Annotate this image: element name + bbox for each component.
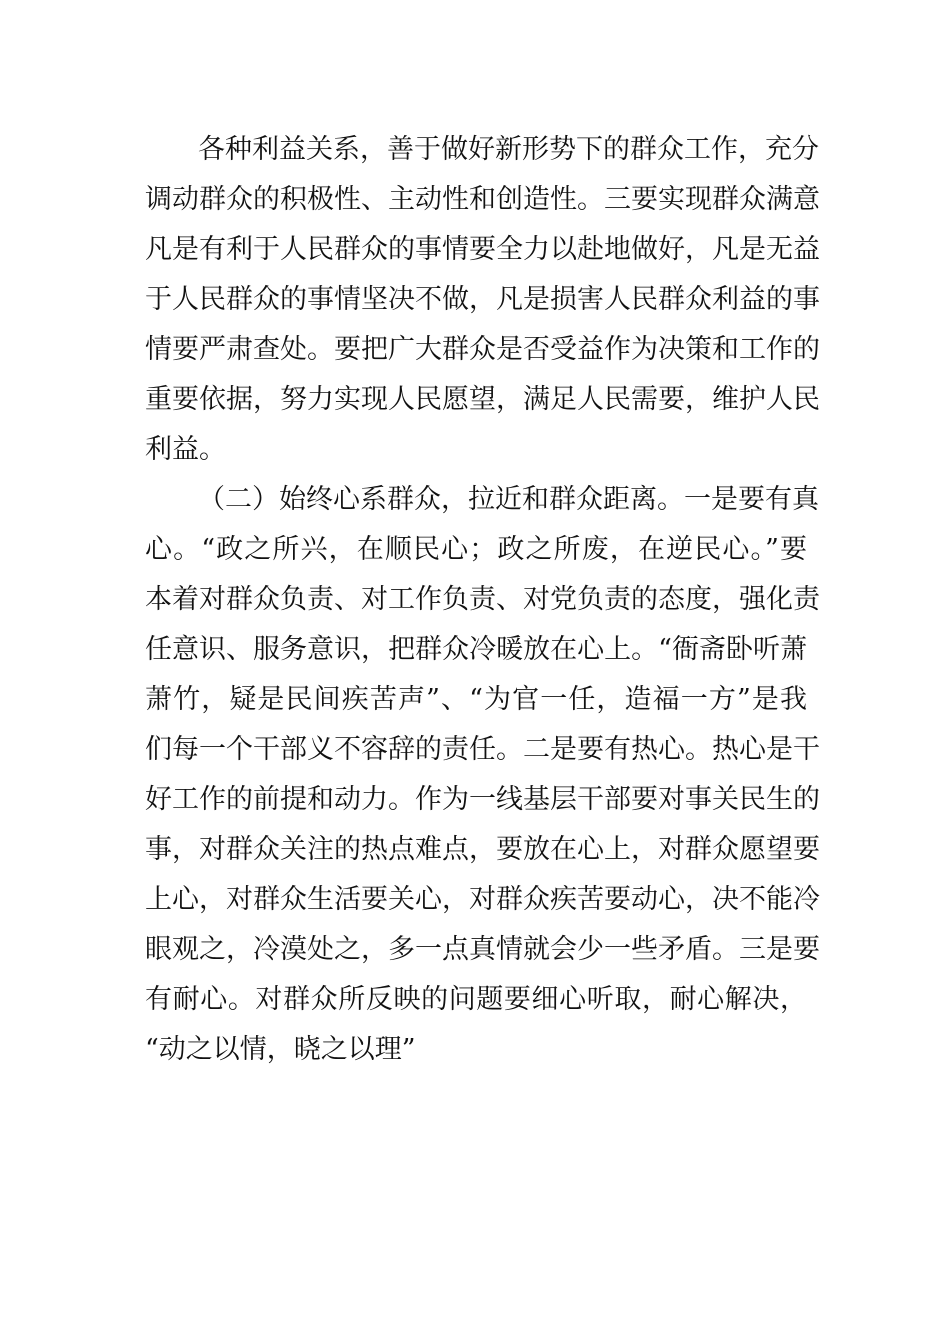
section-heading-line: （二）始终心系群众，拉近和群众距离。一是要有真	[198, 484, 819, 515]
text-line: 们每一个干部义不容辞的责任。二是要有热心。热心是干	[145, 734, 820, 765]
text-line: 于人民群众的事情坚决不做，凡是损害人民群众利益的事	[145, 284, 820, 315]
text-line: 利益。	[145, 434, 226, 465]
text-line: 有耐心。对群众所反映的问题要细心听取，耐心解决，	[145, 984, 807, 1015]
text-line: 眼观之，冷漠处之，多一点真情就会少一些矛盾。三是要	[145, 934, 820, 965]
text-line: 心。“政之所兴，在顺民心；政之所废，在逆民心。”要	[145, 534, 807, 565]
text-line: 任意识、服务意识，把群众冷暖放在心上。“衙斋卧听萧	[145, 634, 807, 665]
text-line: 上心，对群众生活要关心，对群众疾苦要动心，决不能冷	[145, 884, 820, 915]
text-line: 调动群众的积极性、主动性和创造性。三要实现群众满意	[145, 184, 820, 215]
text-line: 事，对群众关注的热点难点，要放在心上，对群众愿望要	[145, 834, 820, 865]
text-line: 本着对群众负责、对工作负责、对党负责的态度，强化责	[145, 584, 820, 615]
text-line: “动之以情，晓之以理”	[145, 1034, 416, 1065]
text-line: 萧竹，疑是民间疾苦声”、“为官一任，造福一方”是我	[145, 684, 807, 715]
text-line: 各种利益关系，善于做好新形势下的群众工作，充分	[198, 134, 819, 165]
text-line: 凡是有利于人民群众的事情要全力以赴地做好，凡是无益	[145, 234, 820, 265]
text-line: 重要依据，努力实现人民愿望，满足人民需要，维护人民	[145, 384, 820, 415]
text-line: 好工作的前提和动力。作为一线基层干部要对事关民生的	[145, 784, 820, 815]
text-line: 情要严肃查处。要把广大群众是否受益作为决策和工作的	[145, 334, 820, 365]
